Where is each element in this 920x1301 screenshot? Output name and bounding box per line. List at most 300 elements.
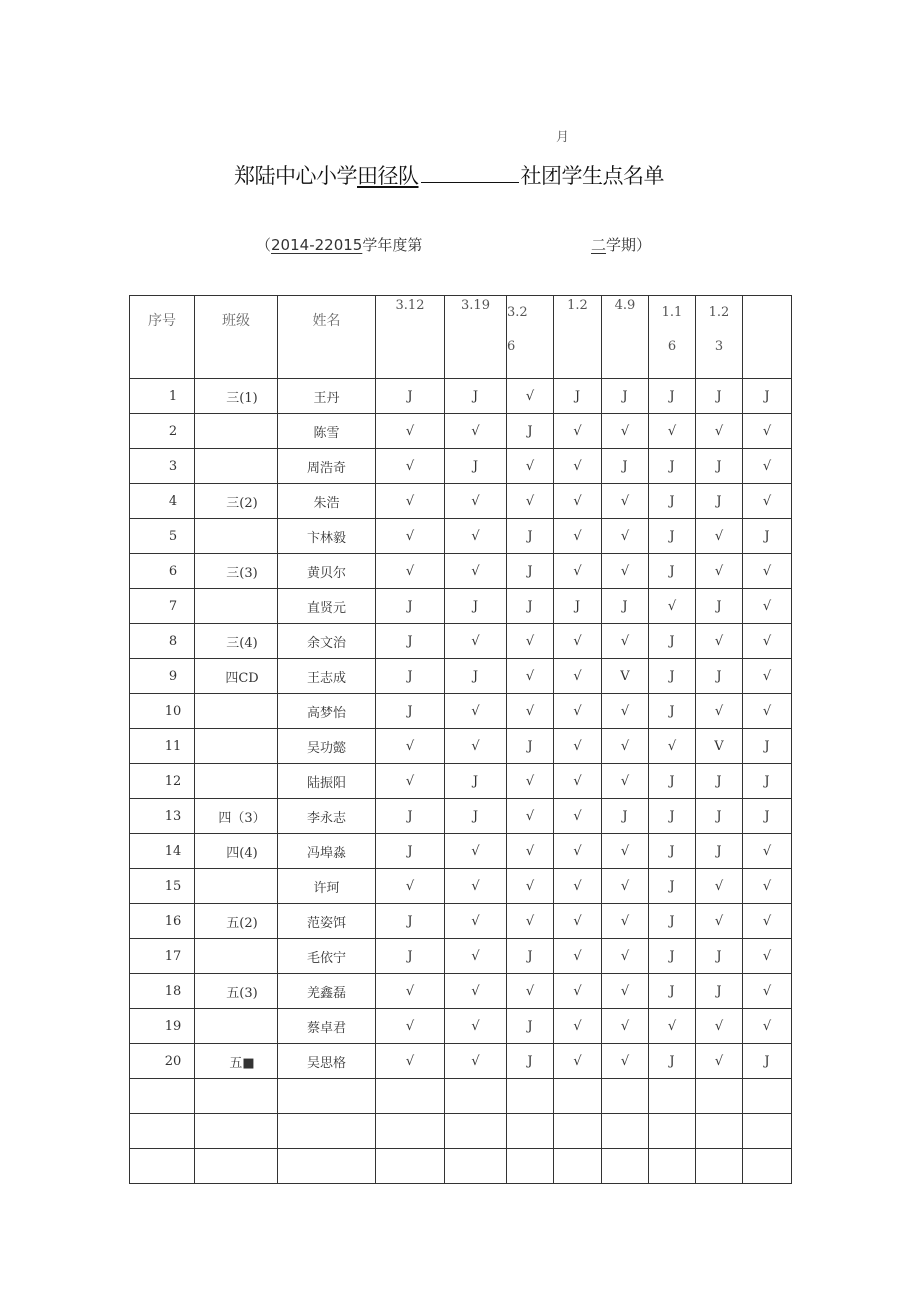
attendance-mark: J [696,939,743,974]
row-seq: 3 [130,449,195,484]
attendance-mark: J [445,764,507,799]
header-date-3: 3.2 6 [507,296,554,379]
attendance-mark: √ [554,974,602,1009]
row-name: 卞林毅 [278,519,376,554]
header-date-8 [743,296,792,379]
header-date-2: 3.19 [445,296,507,379]
empty-cell [507,1079,554,1114]
table-row [130,379,792,414]
empty-cell [649,1149,696,1184]
row-name: 黄贝尔 [278,554,376,589]
empty-cell [554,1079,602,1114]
row-seq: 4 [130,484,195,519]
attendance-mark: √ [445,1044,507,1079]
attendance-mark: J [376,379,445,414]
row-seq: 10 [130,694,195,729]
attendance-mark: J [602,449,649,484]
empty-cell [445,1114,507,1149]
attendance-mark: √ [743,1009,792,1044]
attendance-mark: √ [507,764,554,799]
attendance-mark: J [743,1044,792,1079]
subtitle-mid: 学年度第 [362,236,423,254]
attendance-mark: √ [743,589,792,624]
page-subtitle [256,234,652,255]
empty-cell [696,1079,743,1114]
attendance-mark: √ [743,904,792,939]
attendance-mark: J [376,624,445,659]
title-club: 田径队 [357,164,419,188]
attendance-mark: J [649,624,696,659]
row-seq: 2 [130,414,195,449]
empty-cell [554,1149,602,1184]
row-name: 王丹 [278,379,376,414]
attendance-mark: √ [743,624,792,659]
attendance-mark: √ [507,449,554,484]
empty-cell [195,1149,278,1184]
table-row [130,449,792,484]
attendance-mark: √ [376,1044,445,1079]
attendance-mark: J [743,764,792,799]
attendance-mark: V [696,729,743,764]
attendance-mark: √ [554,624,602,659]
row-name: 高梦怡 [278,694,376,729]
empty-cell [278,1149,376,1184]
attendance-mark: √ [445,974,507,1009]
row-seq: 12 [130,764,195,799]
table-row [130,1009,792,1044]
attendance-mark: √ [554,519,602,554]
attendance-mark: J [602,589,649,624]
empty-cell [602,1079,649,1114]
attendance-mark: J [649,904,696,939]
row-name: 陆振阳 [278,764,376,799]
empty-cell [743,1149,792,1184]
attendance-mark: J [696,974,743,1009]
attendance-mark: √ [507,379,554,414]
attendance-mark: J [445,449,507,484]
attendance-mark: √ [554,694,602,729]
attendance-mark: √ [743,694,792,729]
attendance-mark: √ [602,694,649,729]
title-suffix: 社团学生点名单 [520,164,664,188]
attendance-mark: √ [743,414,792,449]
row-name: 陈雪 [278,414,376,449]
attendance-mark: √ [602,484,649,519]
table-row [130,939,792,974]
table-row [130,659,792,694]
row-name: 李永志 [278,799,376,834]
subtitle-end: 学期） [606,236,652,254]
attendance-mark: J [649,484,696,519]
title-blank-line [421,164,519,183]
empty-cell [130,1079,195,1114]
attendance-mark: J [696,449,743,484]
row-name: 范姿饵 [278,904,376,939]
row-seq: 5 [130,519,195,554]
attendance-mark: √ [602,834,649,869]
attendance-mark: √ [376,414,445,449]
empty-cell [649,1079,696,1114]
attendance-mark: J [445,659,507,694]
page-title [234,160,664,190]
attendance-mark: J [649,834,696,869]
table-row [130,729,792,764]
attendance-mark: √ [554,799,602,834]
row-name: 吴功懿 [278,729,376,764]
attendance-mark: √ [649,414,696,449]
row-class [195,1009,278,1044]
empty-cell [376,1114,445,1149]
row-seq: 8 [130,624,195,659]
attendance-mark: J [507,1009,554,1044]
attendance-mark: √ [602,729,649,764]
attendance-mark: √ [554,764,602,799]
table-row [130,554,792,589]
row-class: 三(3) [195,554,278,589]
attendance-mark: J [507,554,554,589]
table-row [130,834,792,869]
attendance-mark: √ [554,449,602,484]
attendance-mark: J [743,519,792,554]
row-class: 三(1) [195,379,278,414]
table-row [130,1044,792,1079]
attendance-mark: √ [445,729,507,764]
attendance-mark: √ [696,869,743,904]
table-row [130,519,792,554]
empty-cell [602,1114,649,1149]
attendance-mark: J [696,799,743,834]
row-class: 四（3） [195,799,278,834]
attendance-mark: √ [445,939,507,974]
attendance-mark: J [554,379,602,414]
empty-cell [696,1149,743,1184]
attendance-mark: √ [743,974,792,1009]
attendance-mark: √ [602,554,649,589]
attendance-mark: √ [743,484,792,519]
row-class: 五(2) [195,904,278,939]
row-class [195,449,278,484]
attendance-mark: √ [507,659,554,694]
header-date-7: 1.2 3 [696,296,743,379]
empty-row [130,1114,792,1149]
row-class [195,729,278,764]
attendance-mark: √ [743,869,792,904]
subtitle-open: （ [256,236,272,254]
attendance-mark: √ [507,869,554,904]
attendance-mark: √ [602,764,649,799]
row-seq: 6 [130,554,195,589]
attendance-mark: √ [743,449,792,484]
row-class [195,764,278,799]
row-name: 冯埠淼 [278,834,376,869]
header-row [130,296,792,379]
attendance-mark: √ [602,1009,649,1044]
table-row [130,904,792,939]
attendance-mark: √ [554,1044,602,1079]
attendance-mark: √ [445,414,507,449]
attendance-mark: √ [554,659,602,694]
attendance-mark: √ [602,1044,649,1079]
attendance-mark: J [696,764,743,799]
empty-cell [445,1079,507,1114]
attendance-mark: J [507,729,554,764]
attendance-mark: √ [554,729,602,764]
empty-cell [602,1149,649,1184]
attendance-mark: √ [696,904,743,939]
attendance-mark: √ [507,834,554,869]
attendance-mark: √ [376,484,445,519]
attendance-mark: √ [376,974,445,1009]
attendance-mark: √ [554,834,602,869]
subtitle-year: 2014-22015 [271,236,363,254]
attendance-mark: J [649,764,696,799]
row-seq: 18 [130,974,195,1009]
table-row [130,974,792,1009]
row-seq: 7 [130,589,195,624]
attendance-mark: √ [445,554,507,589]
header-date-5: 4.9 [602,296,649,379]
attendance-mark: √ [376,554,445,589]
attendance-mark: J [507,939,554,974]
empty-cell [376,1149,445,1184]
attendance-table [129,295,792,1184]
header-name: 姓名 [278,296,376,379]
attendance-mark: J [376,834,445,869]
attendance-mark: √ [554,484,602,519]
row-class: 四CD [195,659,278,694]
row-seq: 19 [130,1009,195,1044]
attendance-mark: √ [445,519,507,554]
attendance-mark: J [602,799,649,834]
row-seq: 20 [130,1044,195,1079]
table-row [130,589,792,624]
attendance-mark: √ [602,904,649,939]
attendance-mark: J [602,379,649,414]
row-class: 四(4) [195,834,278,869]
attendance-mark: √ [696,414,743,449]
row-name: 直贤元 [278,589,376,624]
attendance-mark: √ [649,1009,696,1044]
attendance-mark: J [649,1044,696,1079]
empty-cell [743,1114,792,1149]
attendance-mark: J [649,659,696,694]
attendance-mark: √ [696,519,743,554]
row-name: 羌鑫磊 [278,974,376,1009]
attendance-mark: √ [554,904,602,939]
table-row [130,694,792,729]
attendance-mark: √ [554,869,602,904]
attendance-mark: √ [376,764,445,799]
attendance-mark: J [376,659,445,694]
attendance-mark: J [649,799,696,834]
attendance-mark: √ [445,904,507,939]
header-date-1: 3.12 [376,296,445,379]
attendance-mark: √ [602,624,649,659]
row-seq: 15 [130,869,195,904]
row-class: 三(4) [195,624,278,659]
empty-cell [278,1079,376,1114]
table-row [130,484,792,519]
attendance-mark: √ [696,1044,743,1079]
attendance-mark: √ [649,729,696,764]
attendance-mark: √ [602,869,649,904]
attendance-mark: J [649,869,696,904]
attendance-mark: √ [507,799,554,834]
subtitle-term-group [591,234,651,255]
empty-cell [130,1114,195,1149]
attendance-mark: J [376,589,445,624]
row-class [195,414,278,449]
row-seq: 14 [130,834,195,869]
attendance-mark: √ [743,939,792,974]
empty-cell [743,1079,792,1114]
attendance-mark: √ [376,449,445,484]
attendance-mark: J [445,799,507,834]
attendance-mark: J [507,589,554,624]
row-class [195,519,278,554]
row-seq: 16 [130,904,195,939]
empty-cell [696,1114,743,1149]
row-seq: 9 [130,659,195,694]
empty-cell [278,1114,376,1149]
row-class: 五(3) [195,974,278,1009]
attendance-mark: J [445,379,507,414]
attendance-mark: V [602,659,649,694]
attendance-mark: J [743,379,792,414]
row-seq: 11 [130,729,195,764]
table-row [130,869,792,904]
attendance-mark: √ [554,1009,602,1044]
subtitle-term: 二 [591,236,607,254]
attendance-mark: √ [554,414,602,449]
row-name: 朱浩 [278,484,376,519]
attendance-mark: J [743,799,792,834]
header-seq: 序号 [130,296,195,379]
row-class [195,939,278,974]
empty-cell [130,1149,195,1184]
attendance-mark: √ [696,624,743,659]
attendance-mark: √ [445,869,507,904]
row-name: 余文治 [278,624,376,659]
attendance-mark: √ [376,519,445,554]
attendance-mark: J [376,694,445,729]
attendance-mark: √ [445,1009,507,1044]
month-label: 月 [556,130,570,145]
attendance-mark: √ [743,554,792,589]
row-name: 蔡卓君 [278,1009,376,1044]
attendance-mark: √ [445,624,507,659]
attendance-mark: J [376,939,445,974]
attendance-mark: √ [554,554,602,589]
table-row [130,624,792,659]
attendance-mark: √ [554,939,602,974]
row-class [195,869,278,904]
attendance-mark: J [376,799,445,834]
row-name: 许珂 [278,869,376,904]
row-class: 三(2) [195,484,278,519]
attendance-mark: J [649,939,696,974]
attendance-mark: J [507,1044,554,1079]
table-row [130,414,792,449]
attendance-mark: J [649,974,696,1009]
attendance-mark: √ [507,694,554,729]
attendance-mark: J [649,519,696,554]
attendance-mark: √ [445,484,507,519]
row-name: 周浩奇 [278,449,376,484]
attendance-mark: J [696,659,743,694]
attendance-mark: J [507,414,554,449]
attendance-mark: √ [445,834,507,869]
attendance-mark: J [649,379,696,414]
empty-cell [195,1079,278,1114]
attendance-mark: √ [507,974,554,1009]
attendance-mark: J [554,589,602,624]
attendance-mark: √ [696,694,743,729]
attendance-mark: √ [507,624,554,659]
empty-cell [507,1114,554,1149]
attendance-mark: J [696,379,743,414]
row-class [195,694,278,729]
row-seq: 13 [130,799,195,834]
attendance-mark: J [743,729,792,764]
empty-row [130,1149,792,1184]
header-date-6: 1.1 6 [649,296,696,379]
header-date-4: 1.2 [554,296,602,379]
row-class [195,589,278,624]
empty-cell [445,1149,507,1184]
attendance-mark: √ [649,589,696,624]
attendance-mark: J [649,694,696,729]
table-row [130,799,792,834]
attendance-mark: J [376,904,445,939]
attendance-mark: J [649,554,696,589]
attendance-mark: √ [602,519,649,554]
attendance-mark: J [696,834,743,869]
table-body [130,379,792,1184]
attendance-mark: √ [602,974,649,1009]
attendance-mark: √ [376,1009,445,1044]
attendance-mark: √ [376,729,445,764]
attendance-mark: J [649,449,696,484]
title-school: 郑陆中心小学 [234,164,357,188]
row-name: 王志成 [278,659,376,694]
attendance-mark: √ [376,869,445,904]
attendance-mark: √ [445,694,507,729]
attendance-mark: J [696,589,743,624]
attendance-mark: √ [696,554,743,589]
empty-cell [649,1114,696,1149]
header-class: 班级 [195,296,278,379]
table-row [130,764,792,799]
row-class: 五■ [195,1044,278,1079]
attendance-mark: √ [696,1009,743,1044]
attendance-mark: J [696,484,743,519]
empty-row [130,1079,792,1114]
attendance-mark: J [445,589,507,624]
empty-cell [507,1149,554,1184]
attendance-mark: √ [507,904,554,939]
attendance-mark: √ [602,414,649,449]
attendance-mark: √ [507,484,554,519]
empty-cell [554,1114,602,1149]
attendance-mark: J [507,519,554,554]
empty-cell [195,1114,278,1149]
empty-cell [376,1079,445,1114]
attendance-mark: √ [743,834,792,869]
attendance-mark: √ [602,939,649,974]
row-seq: 1 [130,379,195,414]
row-name: 毛依宁 [278,939,376,974]
